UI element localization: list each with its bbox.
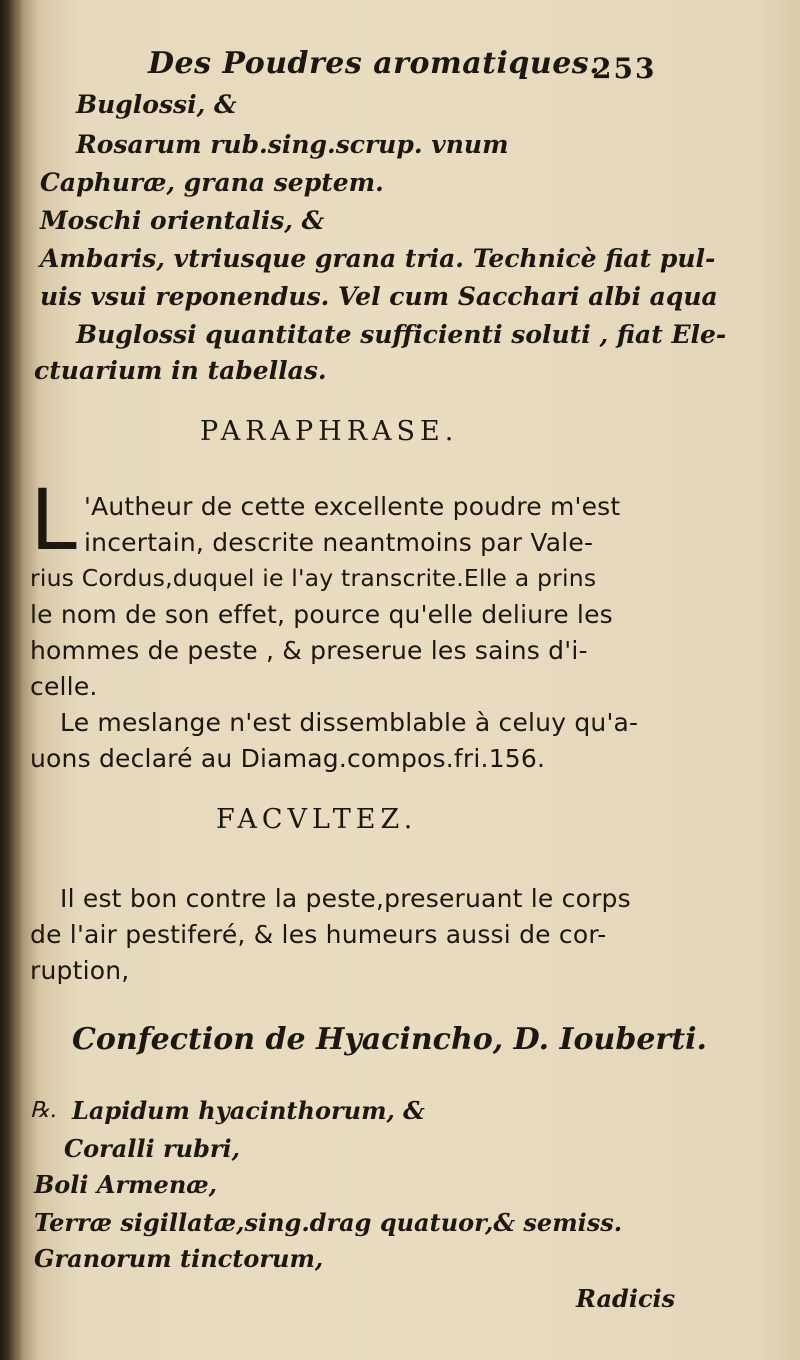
paragraph-line: de l'air pestiferé, & les humeurs aussi de cor- xyxy=(30,920,607,949)
recipe-line: Ambaris, vtriusque grana tria. Technicè fiat pul- xyxy=(40,244,716,273)
paragraph-line: Il est bon contre la peste,preseruant le corps xyxy=(60,884,631,913)
recipe-symbol: ℞. xyxy=(30,1098,57,1123)
paragraph-line: 'Autheur de cette excellente poudre m'est xyxy=(84,492,621,521)
running-title: Des Poudres aromatiques. xyxy=(148,46,601,81)
drop-cap: L xyxy=(30,471,77,569)
ingredient-line: Terræ sigillatæ,sing.drag quatuor,& semiss. xyxy=(34,1208,623,1237)
paragraph-line: le nom de son effet, pource qu'elle deliure les xyxy=(30,600,613,629)
recipe-line: uis vsui reponendus. Vel cum Sacchari albi aqua xyxy=(40,282,718,311)
recipe-line: ctuarium in tabellas. xyxy=(34,356,327,385)
recipe-line: Moschi orientalis, & xyxy=(40,206,325,235)
page-number: 253 xyxy=(592,52,657,85)
catchword: Radicis xyxy=(576,1284,676,1313)
paragraph-line: Le meslange n'est dissemblable à celuy qu'a- xyxy=(60,708,639,737)
ingredient-line: Lapidum hyacinthorum, & xyxy=(72,1096,425,1125)
facultez-heading: FACVLTEZ. xyxy=(216,804,418,835)
paragraph-line: celle. xyxy=(30,672,98,701)
paraphrase-heading: PARAPHRASE. xyxy=(200,416,459,447)
paragraph-line: rius Cordus,duquel ie l'ay transcrite.Elle a prins xyxy=(30,564,597,592)
paragraph-line: ruption, xyxy=(30,956,130,985)
ingredient-line: Coralli rubri, xyxy=(64,1134,241,1163)
paragraph-line: uons declaré au Diamag.compos.fri.156. xyxy=(30,744,546,773)
paragraph-line: incertain, descrite neantmoins par Vale- xyxy=(84,528,594,557)
recipe-line: Buglossi, & xyxy=(76,90,237,119)
recipe-line: Rosarum rub.sing.scrup. vnum xyxy=(76,130,509,159)
recipe-line: Caphuræ, grana septem. xyxy=(40,168,384,197)
recipe-line: Buglossi quantitate sufficienti soluti , fiat Ele- xyxy=(76,320,727,349)
ingredient-line: Granorum tinctorum, xyxy=(34,1244,324,1273)
ingredient-line: Boli Armenæ, xyxy=(34,1170,217,1199)
paragraph-line: hommes de peste , & preserue les sains d'i- xyxy=(30,636,588,665)
confection-title: Confection de Hyacincho, D. Iouberti. xyxy=(72,1022,707,1057)
